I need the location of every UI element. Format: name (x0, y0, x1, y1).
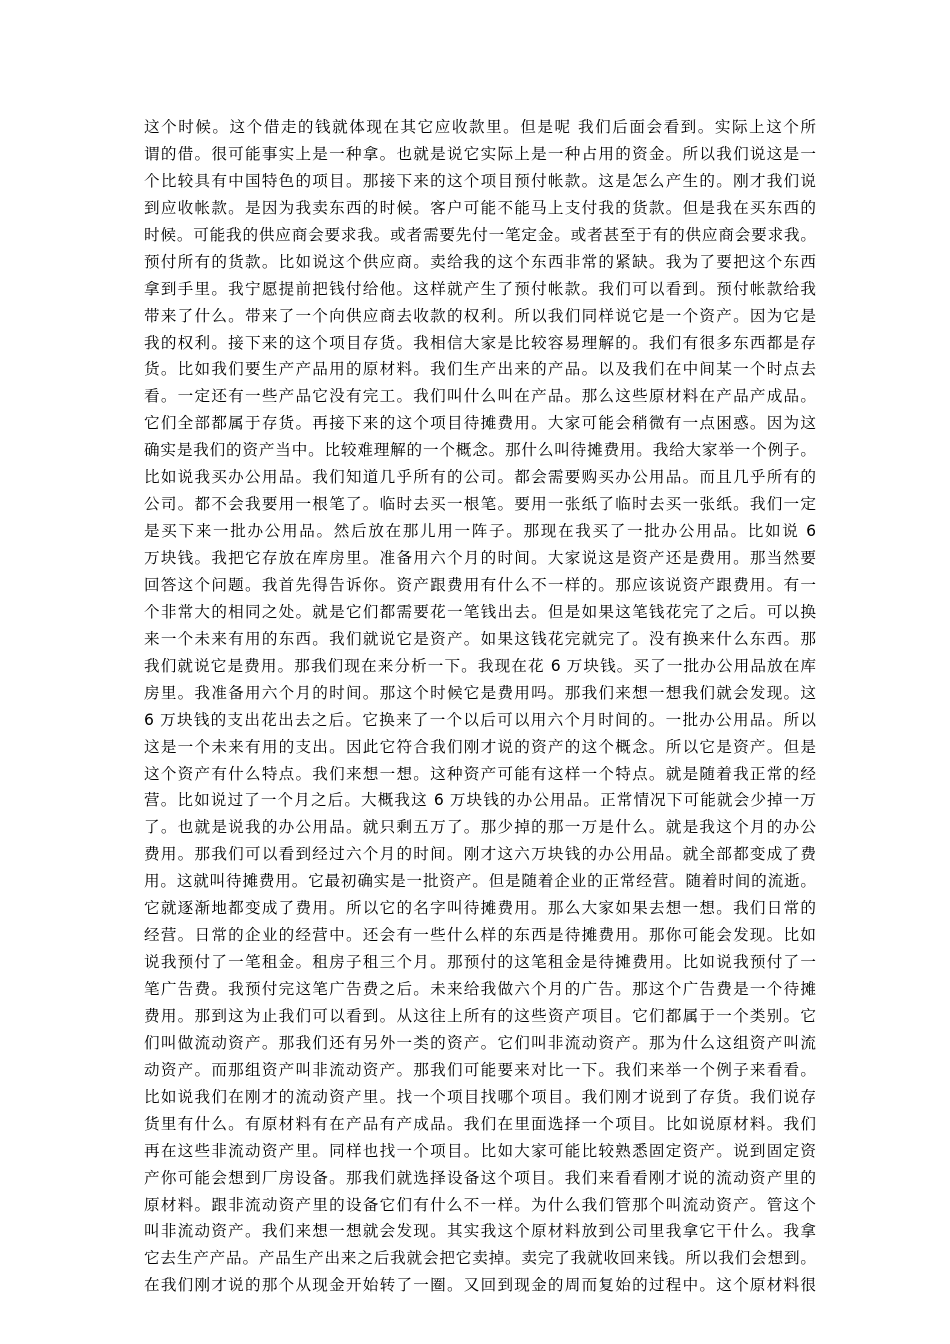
text-line: 我们就说它是费用。那我们现在来分析一下。我现在花 6 万块钱。买了一批办公用品放在库 (144, 656, 816, 675)
text-line: 货里有什么。有原材料有在产品有产成品。我们在里面选择一个项目。比如说原材料。我们 (144, 1114, 816, 1133)
text-line: 比如说我们在刚才的流动资产里。找一个项目找哪个项目。我们刚才说到了存货。我们说存 (144, 1087, 816, 1106)
text-line: 万块钱。我把它存放在库房里。准备用六个月的时间。大家说这是资产还是费用。那当然要 (144, 549, 816, 567)
text-line: 了。也就是说我的办公用品。就只剩五万了。那少掉的那一万是什么。就是我这个月的办公 (144, 818, 816, 837)
text-line: 这个资产有什么特点。我们来想一想。这种资产可能有这样一个特点。就是随着我正常的经 (144, 764, 816, 783)
text-line: 时候。可能我的供应商会要求我。或者需要先付一笔定金。或者甚至于有的供应商会要求我。 (144, 225, 816, 244)
text-line: 费用。那到这为止我们可以看到。从这往上所有的这些资产项目。它们都属于一个类别。它 (144, 1006, 816, 1025)
text-line: 公司。都不会我要用一根笔了。临时去买一根笔。要用一张纸了临时去买一张纸。我们一定 (144, 495, 816, 514)
text-line: 它就逐渐地都变成了费用。所以它的名字叫待摊费用。那么大家如果去想一想。我们日常的 (144, 899, 816, 918)
text-line: 再在这些非流动资产里。同样也找一个项目。比如大家可能比较熟悉固定资产。说到固定资 (144, 1141, 816, 1160)
text-line: 费用。那我们可以看到经过六个月的时间。刚才这六万块钱的办公用品。就全部都变成了费 (144, 845, 816, 864)
text-line: 原材料。跟非流动资产里的设备它们有什么不一样。为什么我们管那个叫流动资产。管这个 (144, 1195, 816, 1214)
text-line: 预付所有的货款。比如说这个供应商。卖给我的这个东西非常的紧缺。我为了要把这个东西 (144, 252, 816, 271)
text-line: 它们全部都属于存货。再接下来的这个项目待摊费用。大家可能会稍微有一点困惑。因为这 (144, 414, 816, 433)
text-line: 个比较具有中国特色的项目。那接下来的这个项目预付帐款。这是怎么产生的。刚才我们说 (144, 171, 816, 190)
text-line: 这个时候。这个借走的钱就体现在其它应收款里。但是呢 我们后面会看到。实际上这个所 (144, 118, 816, 136)
text-line: 这是一个未来有用的支出。因此它符合我们刚才说的资产的这个概念。所以它是资产。但是 (144, 737, 816, 756)
text-line: 货。比如我们要生产产品用的原材料。我们生产出来的产品。以及我们在中间某一个时点去 (144, 360, 816, 379)
text-line: 我的权利。接下来的这个项目存货。我相信大家是比较容易理解的。我们有很多东西都是存 (144, 333, 816, 352)
text-line: 们叫做流动资产。那我们还有另外一类的资产。它们叫非流动资产。那为什么这组资产叫流 (144, 1033, 816, 1052)
text-line: 谓的借。很可能事实上是一种拿。也就是说它实际上是一种占用的资金。所以我们说这是一 (144, 144, 816, 163)
text-line: 叫非流动资产。我们来想一想就会发现。其实我这个原材料放到公司里我拿它干什么。我拿 (144, 1222, 816, 1241)
text-line: 房里。我准备用六个月的时间。那这个时候它是费用吗。那我们来想一想我们就会发现。这 (144, 683, 816, 702)
text-line: 是买下来一批办公用品。然后放在那儿用一阵子。那现在我买了一批办公用品。比如说 6 (144, 522, 816, 541)
text-line: 带来了什么。带来了一个向供应商去收款的权利。所以我们同样说它是一个资产。因为它是 (144, 306, 816, 325)
text-line: 到应收帐款。是因为我卖东西的时候。客户可能不能马上支付我的货款。但是我在买东西的 (144, 198, 816, 217)
text-line: 营。比如说过了一个月之后。大概我这 6 万块钱的办公用品。正常情况下可能就会少掉一万 (144, 791, 816, 810)
text-line: 看。一定还有一些产品它没有完工。我们叫什么叫在产品。那么这些原材料在产品产成品。 (144, 387, 816, 406)
text-line: 笔广告费。我预付完这笔广告费之后。未来给我做六个月的广告。那这个广告费是一个待摊 (144, 980, 816, 998)
text-line: 它去生产产品。产品生产出来之后我就会把它卖掉。卖完了我就收回来钱。所以我们会想到。 (144, 1249, 816, 1268)
text-line: 说我预付了一笔租金。租房子租三个月。那预付的这笔租金是待摊费用。比如说我预付了一 (144, 953, 816, 972)
text-line: 动资产。而那组资产叫非流动资产。那我们可能要来对比一下。我们来举一个例子来看看。 (144, 1060, 816, 1079)
text-line: 确实是我们的资产当中。比较难理解的一个概念。那什么叫待摊费用。我给大家举一个例子。 (144, 441, 816, 460)
body-text (144, 114, 816, 1299)
text-line: 回答这个问题。我首先得告诉你。资产跟费用有什么不一样的。那应该说资产跟费用。有一 (144, 575, 816, 594)
text-line: 产你可能会想到厂房设备。那我们就选择设备这个项目。我们来看看刚才说的流动资产里的 (144, 1168, 816, 1187)
text-line: 在我们刚才说的那个从现金开始转了一圈。又回到现金的周而复始的过程中。这个原材料很 (144, 1276, 816, 1295)
text-line: 用。这就叫待摊费用。它最初确实是一批资产。但是随着企业的正常经营。随着时间的流逝。 (144, 872, 816, 891)
text-line: 个非常大的相同之处。就是它们都需要花一笔钱出去。但是如果这笔钱花完了之后。可以换 (144, 602, 816, 621)
text-line: 经营。日常的企业的经营中。还会有一些什么样的东西是待摊费用。那你可能会发现。比如 (144, 926, 816, 945)
text-line: 比如说我买办公用品。我们知道几乎所有的公司。都会需要购买办公用品。而且几乎所有的 (144, 468, 816, 487)
text-line: 拿到手里。我宁愿提前把钱付给他。这样就产生了预付帐款。我们可以看到。预付帐款给我 (144, 279, 816, 298)
text-line: 来一个未来有用的东西。我们就说它是资产。如果这钱花完就完了。没有换来什么东西。那 (144, 629, 816, 648)
text-line: 6 万块钱的支出花出去之后。它换来了一个以后可以用六个月时间的。一批办公用品。所以 (144, 710, 816, 729)
